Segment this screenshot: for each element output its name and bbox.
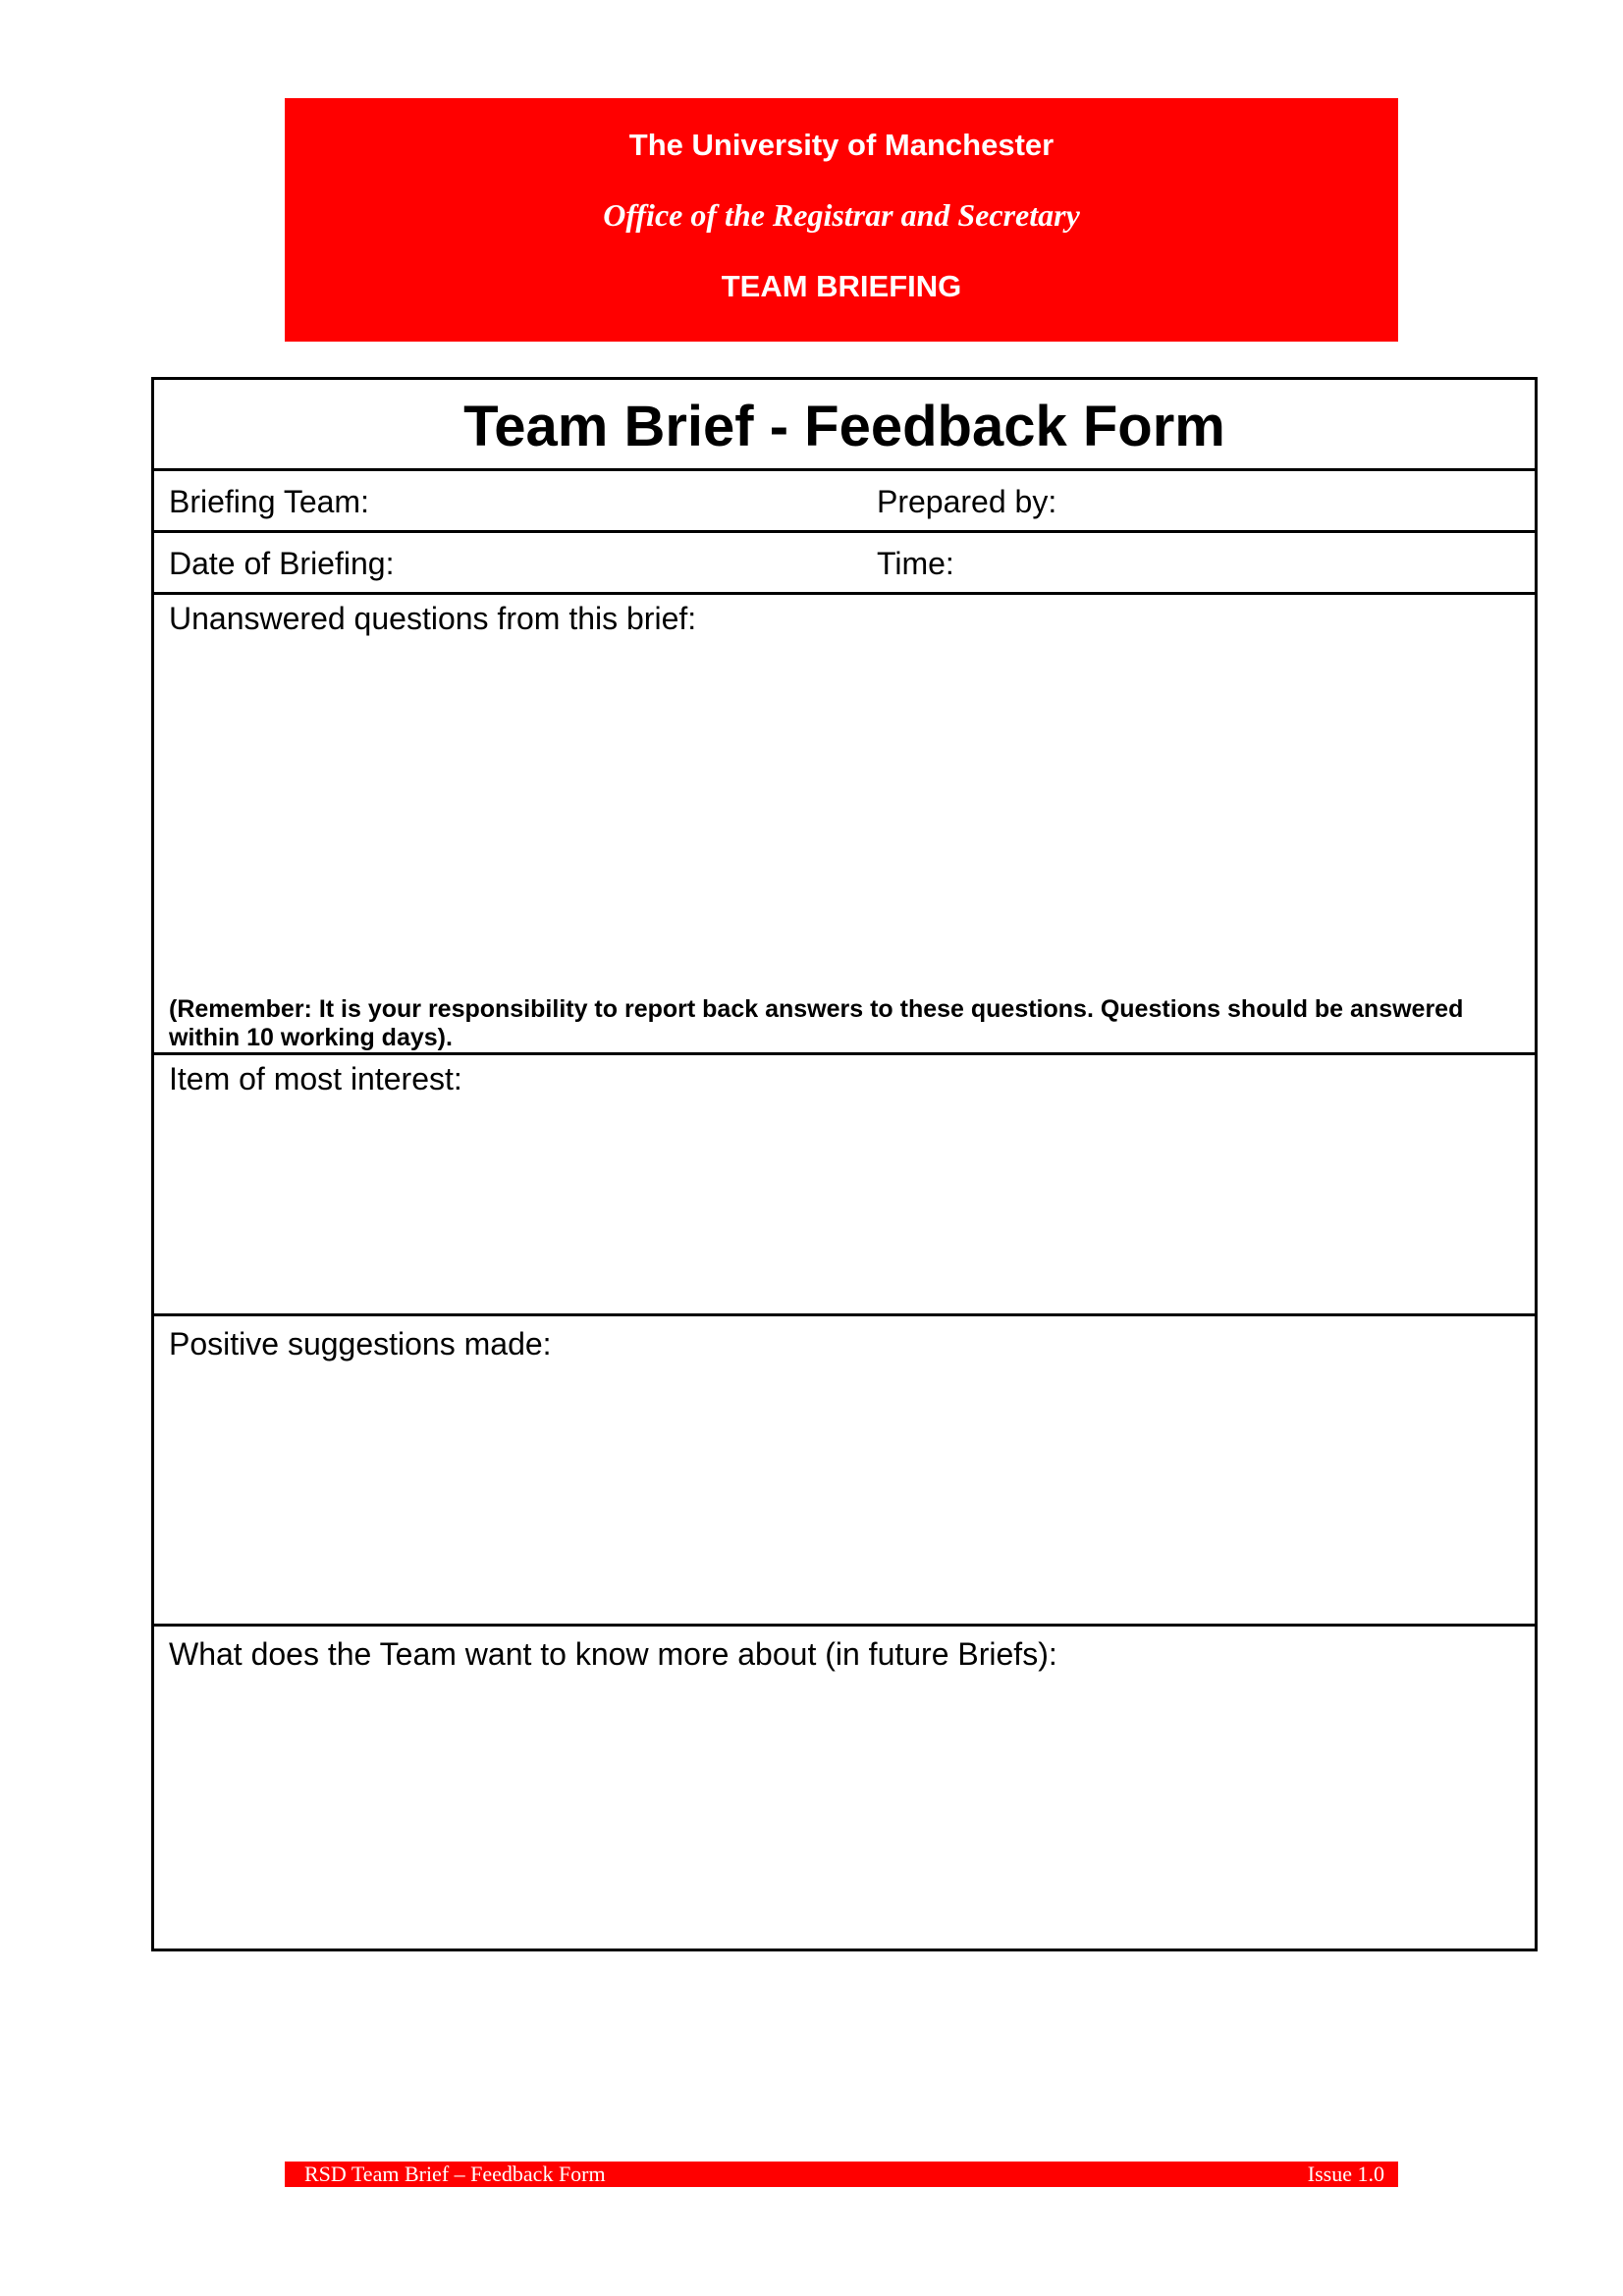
section-title: TEAM BRIEFING [721, 269, 962, 303]
item-of-interest-label: Item of most interest: [169, 1061, 462, 1096]
briefing-team-row[interactable] [154, 471, 1535, 533]
briefing-team-label: Briefing Team: [169, 484, 369, 519]
form-title: Team Brief - Feedback Form [463, 395, 1225, 458]
form-title-row [154, 380, 1535, 471]
footer-document-name: RSD Team Brief – Feedback Form [304, 2162, 606, 2186]
university-name: The University of Manchester [628, 128, 1055, 162]
item-of-interest-field[interactable] [154, 1055, 1535, 1316]
prepared-by-label: Prepared by: [877, 484, 1057, 519]
reminder-note: (Remember: It is your responsibility to report back answers to these questions. Questions should be answered within 10 working days). [169, 995, 1464, 1051]
future-topics-field[interactable] [154, 1627, 1535, 1949]
positive-suggestions-field[interactable] [154, 1316, 1535, 1627]
time-label: Time: [877, 546, 954, 581]
footer-issue: Issue 1.0 [1307, 2162, 1384, 2186]
positive-suggestions-label: Positive suggestions made: [169, 1326, 552, 1362]
date-time-row[interactable] [154, 533, 1535, 595]
header-banner [285, 98, 1398, 342]
office-name: Office of the Registrar and Secretary [603, 197, 1080, 233]
feedback-form [151, 377, 1538, 1951]
unanswered-questions-field[interactable] [154, 595, 1535, 1055]
future-topics-label: What does the Team want to know more about (in future Briefs): [169, 1636, 1057, 1672]
footer-bar [285, 2162, 1398, 2187]
unanswered-questions-label: Unanswered questions from this brief: [169, 601, 697, 636]
date-of-briefing-label: Date of Briefing: [169, 546, 395, 581]
